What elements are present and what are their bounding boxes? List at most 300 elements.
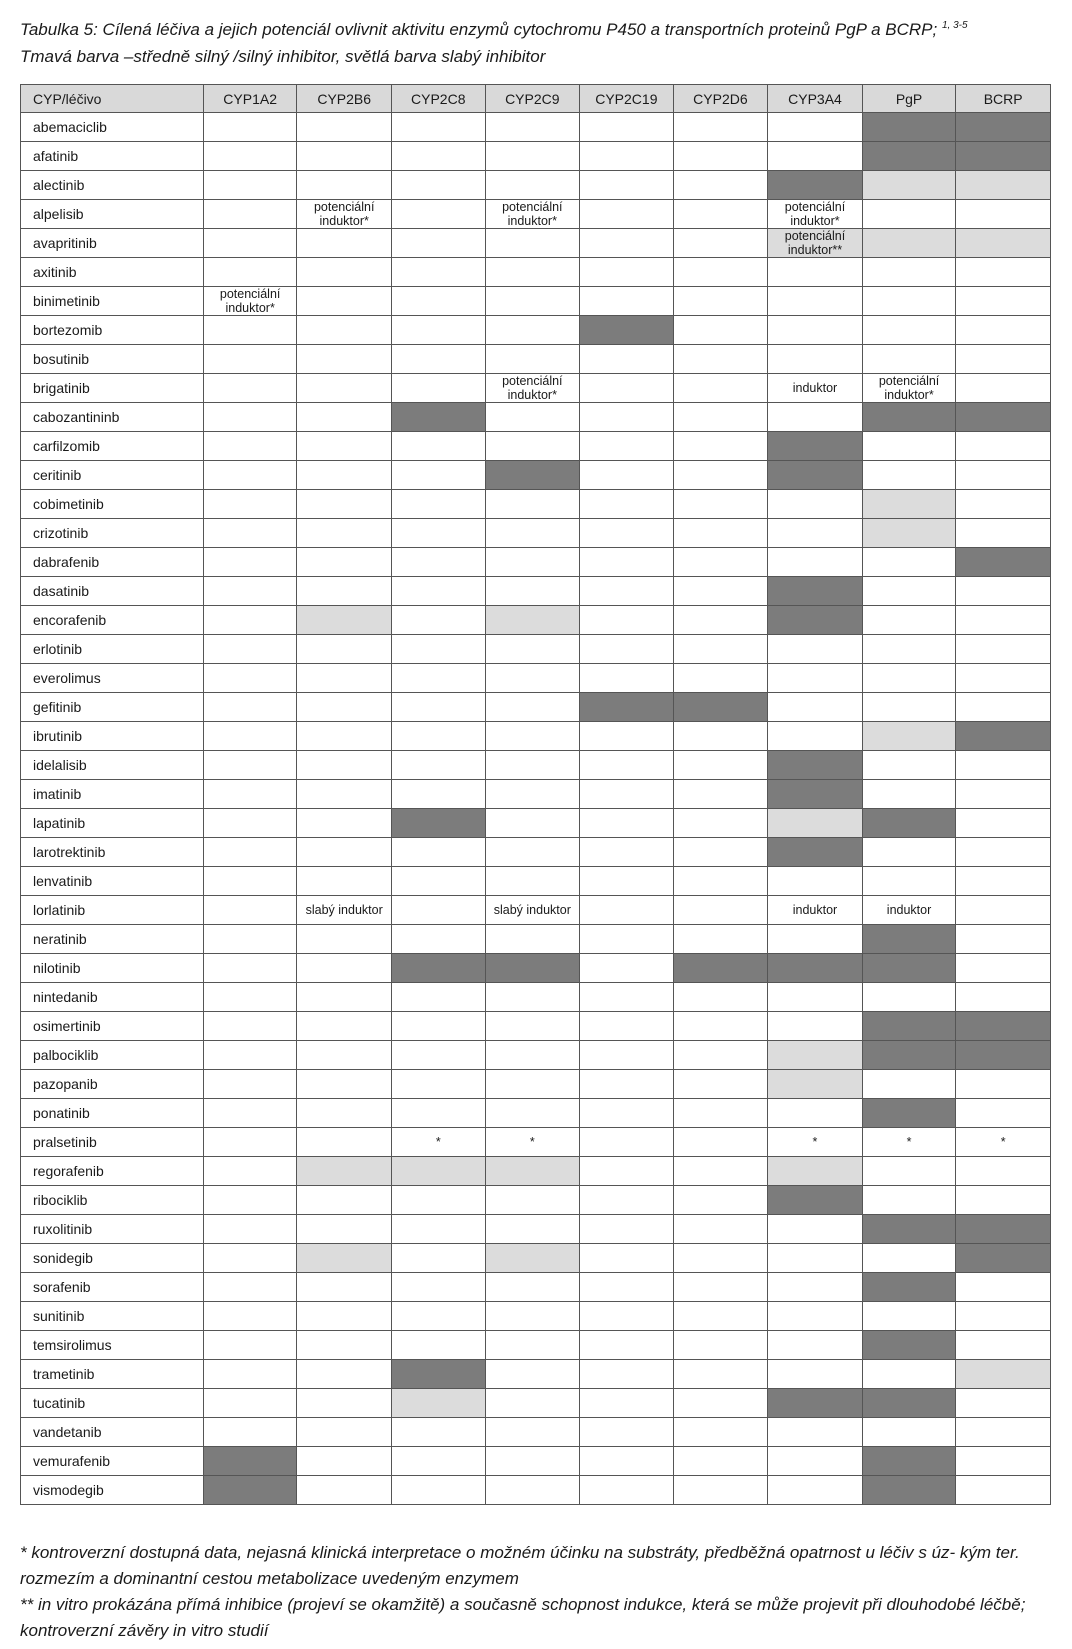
table-row <box>21 867 1051 896</box>
cell-cyp2b6 <box>297 229 392 258</box>
cell-cyp1a2 <box>203 1099 297 1128</box>
cell-cyp1a2 <box>203 1331 297 1360</box>
cell-pgp <box>862 316 956 345</box>
drug-name: binimetinib <box>21 287 204 316</box>
drug-name: alectinib <box>21 171 204 200</box>
cell-cyp3a4 <box>768 1360 863 1389</box>
drug-name: afatinib <box>21 142 204 171</box>
cell-cyp2b6 <box>297 606 392 635</box>
table-row <box>21 229 1051 258</box>
cell-bcrp <box>956 751 1051 780</box>
cell-pgp <box>862 867 956 896</box>
table-row <box>21 345 1051 374</box>
cell-cyp2c8 <box>391 1273 485 1302</box>
cell-bcrp <box>956 142 1051 171</box>
cell-cyp1a2 <box>203 1041 297 1070</box>
cell-cyp2d6 <box>673 780 768 809</box>
drug-name: ruxolitinib <box>21 1215 204 1244</box>
table-row <box>21 809 1051 838</box>
cell-cyp2d6 <box>673 519 768 548</box>
cell-cyp2b6 <box>297 577 392 606</box>
cell-cyp2d6 <box>673 1476 768 1505</box>
header-pgp: PgP <box>862 85 956 113</box>
cell-cyp2b6 <box>297 1447 392 1476</box>
cell-cyp3a4 <box>768 345 863 374</box>
header-cyp2d6: CYP2D6 <box>673 85 768 113</box>
cell-cyp2d6 <box>673 142 768 171</box>
cell-cyp2c19 <box>580 490 674 519</box>
cell-cyp2d6 <box>673 577 768 606</box>
cell-cyp2c9 <box>485 1418 580 1447</box>
cell-pgp <box>862 751 956 780</box>
cell-cyp1a2 <box>203 1389 297 1418</box>
cell-cyp2c8 <box>391 983 485 1012</box>
cell-cyp2b6 <box>297 374 392 403</box>
cell-cyp2c9 <box>485 171 580 200</box>
cell-cyp2c19 <box>580 606 674 635</box>
cell-cyp2c19 <box>580 461 674 490</box>
table-row <box>21 1070 1051 1099</box>
cell-pgp <box>862 1244 956 1273</box>
cell-cyp2b6 <box>297 954 392 983</box>
drug-name: alpelisib <box>21 200 204 229</box>
cell-cyp2c9 <box>485 838 580 867</box>
cell-bcrp <box>956 200 1051 229</box>
cell-cyp3a4: potenciální induktor** <box>768 229 863 258</box>
cell-cyp2b6 <box>297 1128 392 1157</box>
cell-cyp2c9 <box>485 1476 580 1505</box>
table-row <box>21 403 1051 432</box>
cell-pgp <box>862 838 956 867</box>
cell-cyp1a2 <box>203 1360 297 1389</box>
cell-cyp1a2 <box>203 1157 297 1186</box>
drug-name: encorafenib <box>21 606 204 635</box>
cell-cyp3a4 <box>768 635 863 664</box>
cell-cyp2b6 <box>297 403 392 432</box>
cell-cyp2d6 <box>673 1273 768 1302</box>
cell-cyp2d6 <box>673 606 768 635</box>
cell-cyp2c8 <box>391 1215 485 1244</box>
cell-cyp2b6 <box>297 983 392 1012</box>
cell-cyp2c9 <box>485 229 580 258</box>
drug-name: lorlatinib <box>21 896 204 925</box>
cell-cyp2c9 <box>485 635 580 664</box>
drug-name: crizotinib <box>21 519 204 548</box>
cell-pgp <box>862 577 956 606</box>
drug-name: nintedanib <box>21 983 204 1012</box>
cell-cyp2c9 <box>485 809 580 838</box>
drug-name: gefitinib <box>21 693 204 722</box>
cell-bcrp <box>956 1215 1051 1244</box>
header-cyp2c9: CYP2C9 <box>485 85 580 113</box>
cell-bcrp <box>956 403 1051 432</box>
cell-pgp <box>862 1447 956 1476</box>
footnotes <box>20 1540 1060 1644</box>
cell-cyp2c8 <box>391 635 485 664</box>
cell-cyp2c8 <box>391 1099 485 1128</box>
cell-cyp2b6 <box>297 693 392 722</box>
cell-bcrp <box>956 1447 1051 1476</box>
drug-name: temsirolimus <box>21 1331 204 1360</box>
cell-cyp1a2 <box>203 1186 297 1215</box>
cell-cyp3a4: induktor <box>768 374 863 403</box>
cell-cyp1a2 <box>203 316 297 345</box>
cell-cyp2c19 <box>580 171 674 200</box>
drug-name: sunitinib <box>21 1302 204 1331</box>
cell-cyp2d6 <box>673 1215 768 1244</box>
cell-cyp2c9 <box>485 548 580 577</box>
cell-bcrp <box>956 925 1051 954</box>
cell-pgp <box>862 1186 956 1215</box>
cell-cyp2c8 <box>391 577 485 606</box>
cell-cyp2c19 <box>580 229 674 258</box>
cell-cyp2b6 <box>297 1186 392 1215</box>
cell-cyp2c8 <box>391 1331 485 1360</box>
cell-cyp2c9 <box>485 577 580 606</box>
cell-cyp1a2 <box>203 954 297 983</box>
cell-cyp1a2 <box>203 142 297 171</box>
table-row <box>21 519 1051 548</box>
cell-bcrp <box>956 1186 1051 1215</box>
cell-pgp <box>862 925 956 954</box>
cell-bcrp <box>956 809 1051 838</box>
cell-cyp2b6 <box>297 113 392 142</box>
table-row <box>21 1157 1051 1186</box>
cell-cyp3a4 <box>768 461 863 490</box>
cell-cyp2d6 <box>673 635 768 664</box>
cell-cyp2c9 <box>485 1099 580 1128</box>
cell-cyp2c9 <box>485 664 580 693</box>
cell-cyp2c19 <box>580 896 674 925</box>
cell-cyp2c8 <box>391 200 485 229</box>
cell-cyp2c9 <box>485 1447 580 1476</box>
cell-cyp2c19 <box>580 635 674 664</box>
cell-cyp2c8 <box>391 345 485 374</box>
cell-bcrp <box>956 1012 1051 1041</box>
cell-bcrp <box>956 171 1051 200</box>
drug-name: lapatinib <box>21 809 204 838</box>
drug-name: bosutinib <box>21 345 204 374</box>
cell-cyp2d6 <box>673 1302 768 1331</box>
cell-pgp <box>862 954 956 983</box>
cell-cyp2b6 <box>297 635 392 664</box>
cell-cyp2c19 <box>580 1418 674 1447</box>
footnote-2: ** in vitro prokázána přímá inhibice (projeví se okamžitě) a současně schopnost indukce, která se může projevit při dlouhodobé léčbě; kontroverzní závěry in vitro studií <box>20 1595 1026 1640</box>
cell-bcrp <box>956 345 1051 374</box>
cell-cyp2d6 <box>673 287 768 316</box>
cell-cyp3a4 <box>768 954 863 983</box>
cell-cyp2d6 <box>673 896 768 925</box>
cell-cyp2b6 <box>297 1041 392 1070</box>
cell-pgp <box>862 1070 956 1099</box>
drug-name: ceritinib <box>21 461 204 490</box>
header-bcrp: BCRP <box>956 85 1051 113</box>
cell-bcrp <box>956 1041 1051 1070</box>
cell-cyp2d6 <box>673 983 768 1012</box>
cell-cyp2b6 <box>297 1012 392 1041</box>
cell-bcrp <box>956 490 1051 519</box>
cell-pgp <box>862 142 956 171</box>
cell-cyp3a4 <box>768 258 863 287</box>
cell-cyp3a4 <box>768 809 863 838</box>
cell-pgp <box>862 461 956 490</box>
cell-cyp2c8 <box>391 171 485 200</box>
cell-cyp2c8 <box>391 229 485 258</box>
cell-pgp <box>862 345 956 374</box>
cell-cyp2c9 <box>485 316 580 345</box>
cell-cyp2c9: slabý induktor <box>485 896 580 925</box>
cell-pgp: induktor <box>862 896 956 925</box>
table-row <box>21 374 1051 403</box>
cell-cyp2b6 <box>297 1273 392 1302</box>
table-row <box>21 896 1051 925</box>
table-row <box>21 1012 1051 1041</box>
cell-cyp2c19 <box>580 983 674 1012</box>
cell-cyp2d6 <box>673 1331 768 1360</box>
cell-cyp1a2 <box>203 258 297 287</box>
cell-cyp2d6 <box>673 258 768 287</box>
cell-cyp2c8 <box>391 113 485 142</box>
cell-cyp2d6 <box>673 113 768 142</box>
table-row <box>21 1389 1051 1418</box>
cell-cyp2c19 <box>580 1273 674 1302</box>
cell-pgp <box>862 983 956 1012</box>
cell-cyp1a2 <box>203 519 297 548</box>
cell-cyp2c8 <box>391 722 485 751</box>
cell-cyp2b6 <box>297 432 392 461</box>
table-row <box>21 316 1051 345</box>
cell-cyp2b6 <box>297 287 392 316</box>
cell-cyp2d6 <box>673 1041 768 1070</box>
cell-cyp2c19 <box>580 1360 674 1389</box>
drug-name: carfilzomib <box>21 432 204 461</box>
table-row <box>21 258 1051 287</box>
cell-cyp2b6 <box>297 1360 392 1389</box>
cell-cyp2d6 <box>673 229 768 258</box>
cell-cyp2c19 <box>580 403 674 432</box>
cell-cyp2c9 <box>485 954 580 983</box>
table-row <box>21 1099 1051 1128</box>
cell-bcrp <box>956 113 1051 142</box>
interaction-table <box>20 84 1051 1505</box>
cell-cyp2c8 <box>391 1418 485 1447</box>
cell-cyp2c8 <box>391 867 485 896</box>
cell-pgp <box>862 519 956 548</box>
cell-cyp2c19 <box>580 867 674 896</box>
cell-cyp2d6 <box>673 432 768 461</box>
cell-cyp2d6 <box>673 374 768 403</box>
cell-pgp <box>862 171 956 200</box>
cell-bcrp <box>956 577 1051 606</box>
drug-name: larotrektinib <box>21 838 204 867</box>
cell-cyp2c19 <box>580 287 674 316</box>
table-row <box>21 1215 1051 1244</box>
cell-cyp2c9 <box>485 432 580 461</box>
cell-cyp3a4 <box>768 1070 863 1099</box>
cell-bcrp <box>956 1157 1051 1186</box>
cell-cyp2c19 <box>580 693 674 722</box>
drug-name: ribociklib <box>21 1186 204 1215</box>
cell-cyp2b6 <box>297 1099 392 1128</box>
cell-cyp2c8 <box>391 925 485 954</box>
cell-cyp3a4 <box>768 1273 863 1302</box>
table-row <box>21 693 1051 722</box>
cell-cyp2c19 <box>580 1302 674 1331</box>
cell-cyp3a4 <box>768 142 863 171</box>
cell-cyp2b6 <box>297 1157 392 1186</box>
cell-cyp3a4 <box>768 1244 863 1273</box>
drug-name: pralsetinib <box>21 1128 204 1157</box>
cell-cyp2d6 <box>673 838 768 867</box>
cell-bcrp <box>956 1389 1051 1418</box>
cell-cyp2b6 <box>297 664 392 693</box>
cell-cyp2c19 <box>580 113 674 142</box>
cell-cyp2c19 <box>580 1244 674 1273</box>
cell-cyp2b6: slabý induktor <box>297 896 392 925</box>
cell-cyp2c8 <box>391 316 485 345</box>
cell-cyp2c9 <box>485 403 580 432</box>
cell-pgp <box>862 258 956 287</box>
cell-cyp3a4 <box>768 548 863 577</box>
cell-cyp1a2 <box>203 1215 297 1244</box>
cell-cyp2c8 <box>391 548 485 577</box>
cell-cyp1a2 <box>203 113 297 142</box>
cell-pgp <box>862 1012 956 1041</box>
cell-cyp2b6: potenciální induktor* <box>297 200 392 229</box>
cell-cyp2c9 <box>485 1070 580 1099</box>
cell-cyp1a2 <box>203 432 297 461</box>
cell-pgp <box>862 664 956 693</box>
cell-bcrp <box>956 258 1051 287</box>
cell-bcrp <box>956 1360 1051 1389</box>
cell-cyp2d6 <box>673 867 768 896</box>
cell-cyp2b6 <box>297 1302 392 1331</box>
table-row <box>21 1331 1051 1360</box>
table-row <box>21 1302 1051 1331</box>
drug-name: neratinib <box>21 925 204 954</box>
cell-bcrp <box>956 1302 1051 1331</box>
cell-cyp1a2 <box>203 722 297 751</box>
cell-cyp2d6 <box>673 316 768 345</box>
cell-cyp2c19 <box>580 1128 674 1157</box>
cell-bcrp <box>956 954 1051 983</box>
table-caption <box>20 12 1060 70</box>
drug-name: vandetanib <box>21 1418 204 1447</box>
cell-cyp2c8 <box>391 432 485 461</box>
table-row <box>21 1476 1051 1505</box>
cell-cyp2c8 <box>391 896 485 925</box>
cell-cyp2c9 <box>485 925 580 954</box>
cell-cyp2b6 <box>297 258 392 287</box>
cell-cyp2d6 <box>673 1157 768 1186</box>
cell-cyp1a2 <box>203 664 297 693</box>
cell-bcrp <box>956 548 1051 577</box>
drug-name: vismodegib <box>21 1476 204 1505</box>
cell-cyp2c19 <box>580 577 674 606</box>
cell-cyp3a4 <box>768 1302 863 1331</box>
cell-cyp2c19 <box>580 142 674 171</box>
cell-cyp2c8 <box>391 809 485 838</box>
cell-cyp2c9: potenciální induktor* <box>485 374 580 403</box>
cell-cyp2b6 <box>297 461 392 490</box>
cell-cyp1a2 <box>203 200 297 229</box>
cell-bcrp <box>956 1070 1051 1099</box>
cell-cyp3a4 <box>768 925 863 954</box>
cell-pgp <box>862 780 956 809</box>
header-cyp1a2: CYP1A2 <box>203 85 297 113</box>
cell-cyp2c8 <box>391 258 485 287</box>
cell-cyp2c9 <box>485 1012 580 1041</box>
cell-cyp2c19 <box>580 548 674 577</box>
cell-pgp <box>862 1215 956 1244</box>
cell-pgp <box>862 1418 956 1447</box>
drug-name: cabozantininb <box>21 403 204 432</box>
cell-cyp2c19 <box>580 316 674 345</box>
cell-cyp2b6 <box>297 490 392 519</box>
cell-bcrp <box>956 867 1051 896</box>
drug-name: nilotinib <box>21 954 204 983</box>
cell-cyp2c9 <box>485 1302 580 1331</box>
cell-cyp2c19 <box>580 1070 674 1099</box>
cell-cyp2c8 <box>391 490 485 519</box>
cell-bcrp <box>956 1099 1051 1128</box>
cell-cyp3a4 <box>768 751 863 780</box>
cell-pgp <box>862 606 956 635</box>
drug-name: ibrutinib <box>21 722 204 751</box>
caption-legend: Tmavá barva –středně silný /silný inhibitor, světlá barva slabý inhibitor <box>20 47 546 66</box>
cell-pgp: potenciální induktor* <box>862 374 956 403</box>
cell-cyp2b6 <box>297 722 392 751</box>
cell-cyp2c9 <box>485 461 580 490</box>
cell-cyp2c19 <box>580 809 674 838</box>
cell-cyp3a4: induktor <box>768 896 863 925</box>
cell-cyp2c8 <box>391 954 485 983</box>
cell-cyp2c8 <box>391 1041 485 1070</box>
cell-cyp2b6 <box>297 809 392 838</box>
drug-name: dabrafenib <box>21 548 204 577</box>
cell-cyp2c9: * <box>485 1128 580 1157</box>
table-row <box>21 432 1051 461</box>
cell-pgp <box>862 1360 956 1389</box>
cell-cyp1a2 <box>203 1302 297 1331</box>
cell-cyp2b6 <box>297 780 392 809</box>
cell-cyp2c9 <box>485 258 580 287</box>
cell-cyp1a2 <box>203 925 297 954</box>
cell-cyp2d6 <box>673 1244 768 1273</box>
cell-pgp <box>862 1389 956 1418</box>
cell-cyp2d6 <box>673 1099 768 1128</box>
table-header-row <box>21 85 1051 113</box>
cell-cyp2c8 <box>391 1070 485 1099</box>
cell-cyp2c19 <box>580 200 674 229</box>
cell-cyp2c9 <box>485 1215 580 1244</box>
cell-cyp2c8 <box>391 403 485 432</box>
cell-pgp <box>862 1476 956 1505</box>
table-row <box>21 142 1051 171</box>
cell-cyp2c8 <box>391 1302 485 1331</box>
cell-cyp3a4 <box>768 1041 863 1070</box>
cell-cyp2c9 <box>485 1331 580 1360</box>
cell-cyp2d6 <box>673 954 768 983</box>
cell-cyp2b6 <box>297 1070 392 1099</box>
cell-cyp3a4 <box>768 1186 863 1215</box>
cell-cyp1a2 <box>203 780 297 809</box>
cell-cyp2c9 <box>485 1360 580 1389</box>
cell-cyp2c8 <box>391 1244 485 1273</box>
cell-cyp2c19 <box>580 751 674 780</box>
cell-bcrp <box>956 1244 1051 1273</box>
cell-cyp1a2 <box>203 635 297 664</box>
